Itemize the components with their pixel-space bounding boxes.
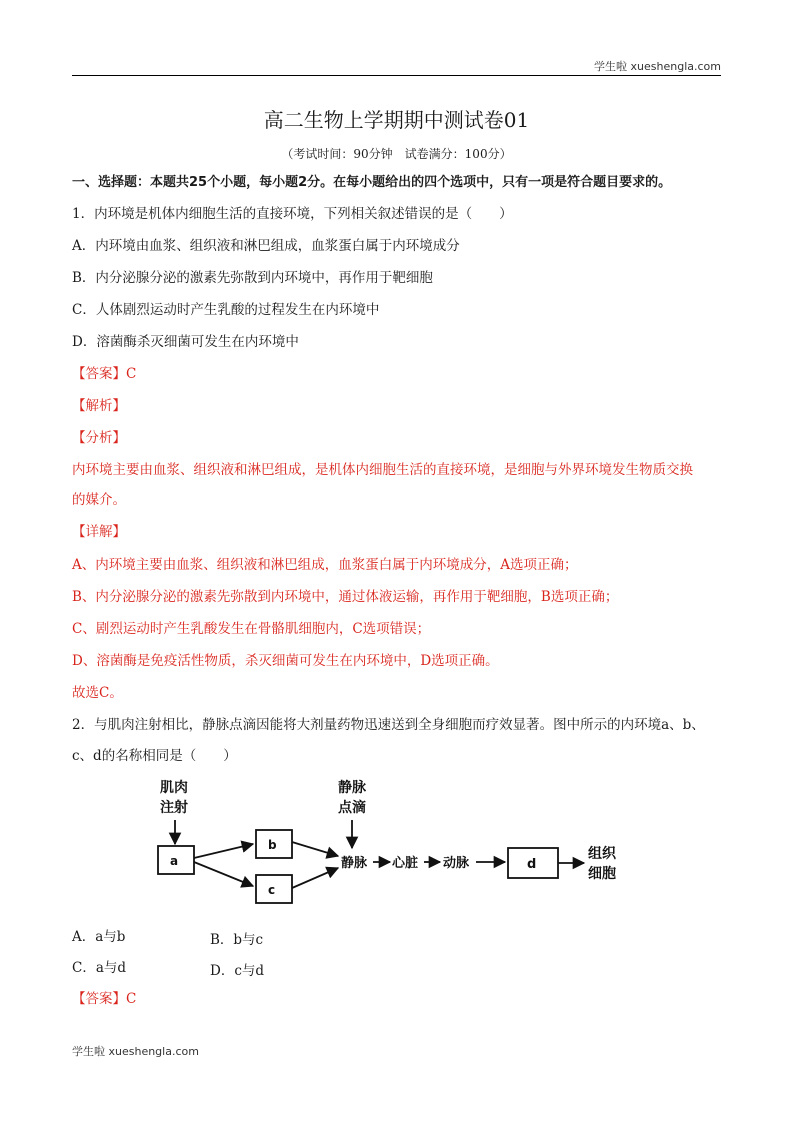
q2-option-c: C．a与d	[72, 960, 127, 976]
q2-option-b: B．b与c	[210, 932, 264, 948]
q1-answer	[72, 365, 136, 383]
answer-label: 【答案】	[72, 991, 126, 1007]
section-heading: 一、选择题：本题共25个小题，每小题2分。在每小题给出的四个选项中，只有一项是符合题目要求的。	[72, 175, 672, 190]
q1-option-b: B．内分泌腺分泌的激素先弥散到内环境中，再作用于靶细胞	[72, 270, 433, 286]
header-divider	[72, 75, 721, 76]
q2-stem-line-2: c、d的名称相同是（ ）	[72, 748, 237, 764]
q1-analysis-line-1: 内环境主要由血浆、组织液和淋巴组成，是机体内细胞生活的直接环境，是细胞与外界环境发生物质交换	[72, 462, 693, 478]
exam-info: （考试时间：90分钟 试卷满分：100分）	[281, 147, 512, 161]
label-cell-2: 细胞	[588, 866, 616, 882]
q2-option-d: D．c与d	[210, 963, 265, 979]
label-vein: 静脉	[341, 856, 368, 871]
label-heart: 心脏	[392, 856, 419, 871]
label-artery: 动脉	[443, 856, 470, 871]
answer-label: 【答案】	[72, 366, 126, 382]
arrow-a-b	[194, 844, 253, 858]
circulation-diagram	[0, 772, 793, 922]
q1-option-c: C．人体剧烈运动时产生乳酸的过程发生在内环境中	[72, 302, 380, 318]
q1-detail-d: D、溶菌酶是免疫活性物质，杀灭细菌可发生在内环境中，D选项正确。	[72, 653, 499, 669]
label-iv-2: 点滴	[338, 800, 366, 816]
label-d: d	[527, 857, 537, 872]
q2-answer	[72, 990, 136, 1008]
label-b: b	[268, 838, 277, 852]
q1-xiangjie-label: 【详解】	[72, 524, 126, 540]
q1-analysis-line-2: 的媒介。	[72, 492, 126, 508]
footer-site: 学生啦 xueshengla.com	[72, 1045, 199, 1058]
q2-stem-line-1: 2．与肌肉注射相比，静脉点滴因能将大剂量药物迅速送到全身细胞而疗效显著。图中所示的内环境a、b、	[72, 717, 705, 733]
q1-fenxi-label: 【分析】	[72, 430, 126, 446]
q1-option-d: D．溶菌酶杀灭细菌可发生在内环境中	[72, 334, 299, 350]
q1-option-a: A．内环境由血浆、组织液和淋巴组成，血浆蛋白属于内环境成分	[72, 238, 460, 254]
label-cell-1: 组织	[588, 846, 616, 862]
q1-stem: 1．内环境是机体内细胞生活的直接环境，下列相关叙述错误的是（ ）	[72, 206, 513, 222]
label-a: a	[170, 854, 179, 868]
q2-option-a: A．a与b	[72, 929, 126, 945]
q1-detail-a: A、内环境主要由血浆、组织液和淋巴组成，血浆蛋白属于内环境成分，A选项正确；	[72, 557, 578, 573]
arrow-b-vein	[292, 842, 338, 856]
q1-detail-c: C、剧烈运动时产生乳酸发生在骨骼肌细胞内，C选项错误；	[72, 621, 431, 637]
q1-jiexi-label: 【解析】	[72, 398, 126, 414]
q1-conclusion: 故选C。	[72, 685, 123, 701]
label-iv-1: 静脉	[338, 780, 366, 796]
answer-value: C	[126, 991, 137, 1007]
page-title: 高二生物上学期期中测试卷01	[263, 108, 530, 132]
answer-value: C	[126, 366, 137, 382]
arrow-c-vein	[292, 868, 338, 888]
label-c: c	[268, 883, 276, 897]
label-muscle-1: 肌肉	[160, 780, 188, 796]
header-site: 学生啦 xueshengla.com	[594, 60, 721, 73]
q1-detail-b: B、内分泌腺分泌的激素先弥散到内环境中，通过体液运输，再作用于靶细胞，B选项正确；	[72, 589, 619, 605]
label-muscle-2: 注射	[160, 800, 188, 816]
arrow-a-c	[194, 862, 253, 886]
